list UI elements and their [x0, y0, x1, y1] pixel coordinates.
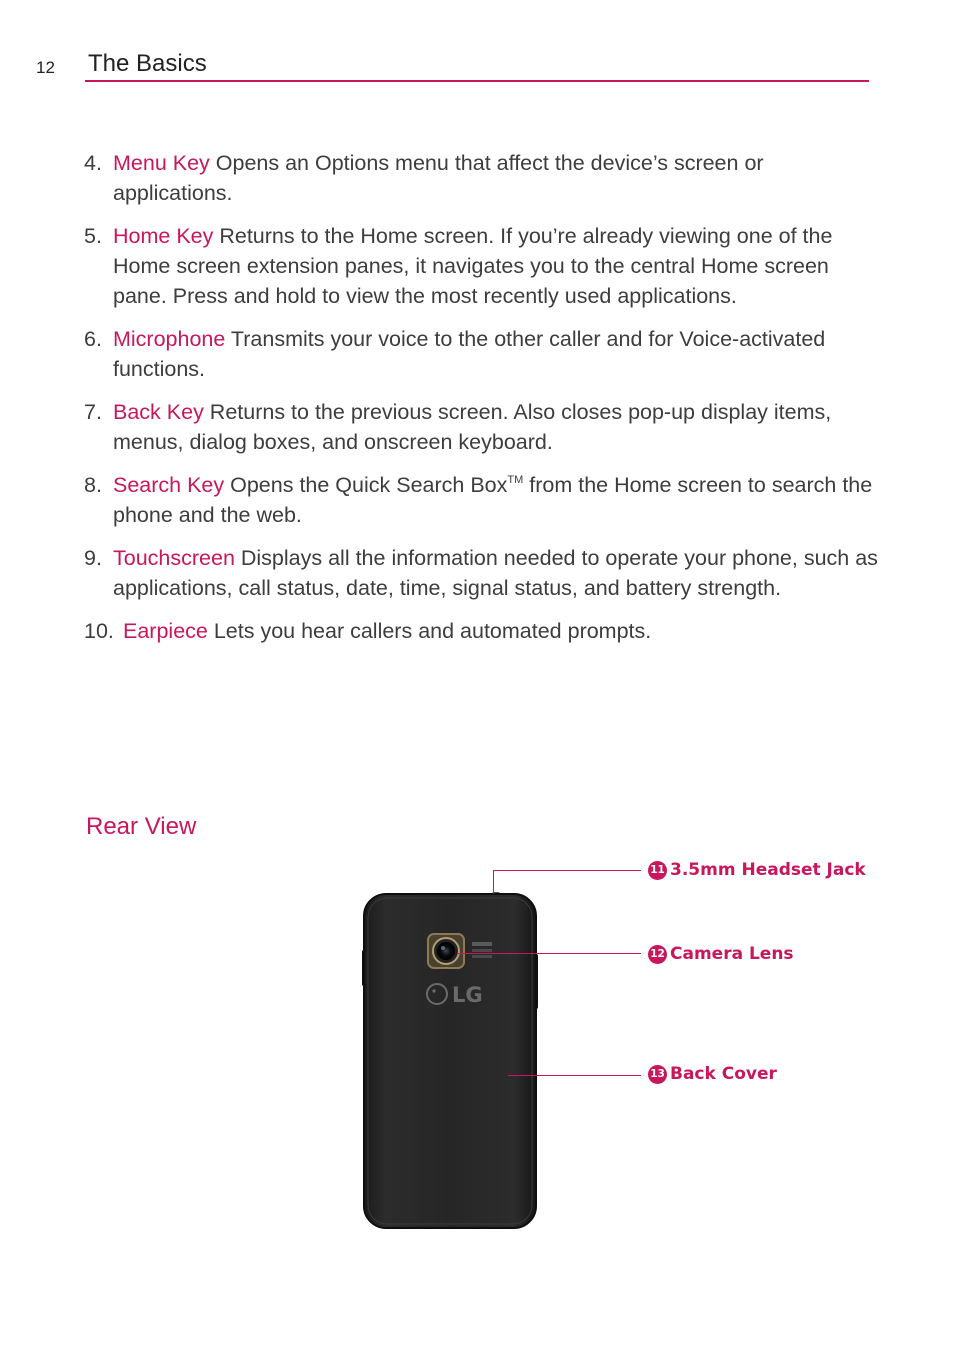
callout-label: Camera Lens	[670, 944, 794, 964]
item-term: Menu Key	[113, 151, 210, 175]
callout-label: 3.5mm Headset Jack	[670, 860, 866, 880]
callout-number-badge: 11	[648, 861, 667, 880]
callout-back-cover	[648, 1064, 777, 1084]
lg-logo: LG	[452, 983, 483, 1007]
item-number: 4.	[84, 151, 102, 175]
item-description: Opens the Quick Search Box	[224, 473, 508, 497]
item-number: 6.	[84, 327, 102, 351]
item-number: 8.	[84, 473, 102, 497]
item-description: Displays all the information needed to operate your phone, such as applications, call status, date, time, signal status, and battery strength.	[113, 546, 878, 600]
item-term: Home Key	[113, 224, 214, 248]
list-item-back-key	[84, 397, 884, 457]
callout-number-badge: 12	[648, 945, 667, 964]
phone-rear-illustration	[362, 892, 538, 1230]
item-number: 5.	[84, 224, 102, 248]
item-number: 10.	[84, 619, 114, 643]
item-description: Opens an Options menu that affect the device’s screen or applications.	[113, 151, 764, 205]
list-item-touchscreen	[84, 543, 884, 603]
callout-label: Back Cover	[670, 1064, 777, 1084]
list-item-earpiece	[84, 616, 884, 646]
section-title: The Basics	[88, 50, 207, 77]
item-description: Returns to the previous screen. Also closes pop-up display items, menus, dialog boxes, and onscreen keyboard.	[113, 400, 832, 454]
item-term: Back Key	[113, 400, 204, 424]
item-number: 9.	[84, 546, 102, 570]
list-item-microphone	[84, 324, 884, 384]
item-term: Search Key	[113, 473, 225, 497]
callout-number-badge: 13	[648, 1065, 667, 1084]
rear-view-title: Rear View	[86, 813, 197, 840]
key-descriptions-list	[84, 148, 884, 659]
item-term: Touchscreen	[113, 546, 235, 570]
callout-line-headset-jack-vertical	[493, 870, 494, 894]
item-description: Returns to the Home screen. If you’re already viewing one of the Home screen extension panes, it navigates you to the central Home screen pane. Press and hold to view the most recently used applications.	[113, 224, 833, 308]
callout-line-headset-jack	[493, 870, 641, 871]
item-description: Transmits your voice to the other caller and for Voice-activated functions.	[113, 327, 826, 381]
list-item-home-key	[84, 221, 884, 311]
callout-camera-lens	[648, 944, 794, 964]
list-item-search-key	[84, 470, 884, 530]
page-number: 12	[36, 58, 55, 77]
callout-line-camera-lens	[457, 953, 641, 954]
item-term: Microphone	[113, 327, 226, 351]
trademark-mark: TM	[507, 474, 524, 486]
header-rule	[85, 80, 869, 82]
list-item-menu-key	[84, 148, 884, 208]
item-number: 7.	[84, 400, 102, 424]
item-description: Lets you hear callers and automated prompts.	[207, 619, 652, 643]
callout-line-back-cover	[508, 1075, 641, 1076]
callout-headset-jack	[648, 860, 866, 880]
item-description-continued: from the Home screen to search the phone and the web.	[113, 473, 873, 527]
item-term: Earpiece	[123, 619, 208, 643]
